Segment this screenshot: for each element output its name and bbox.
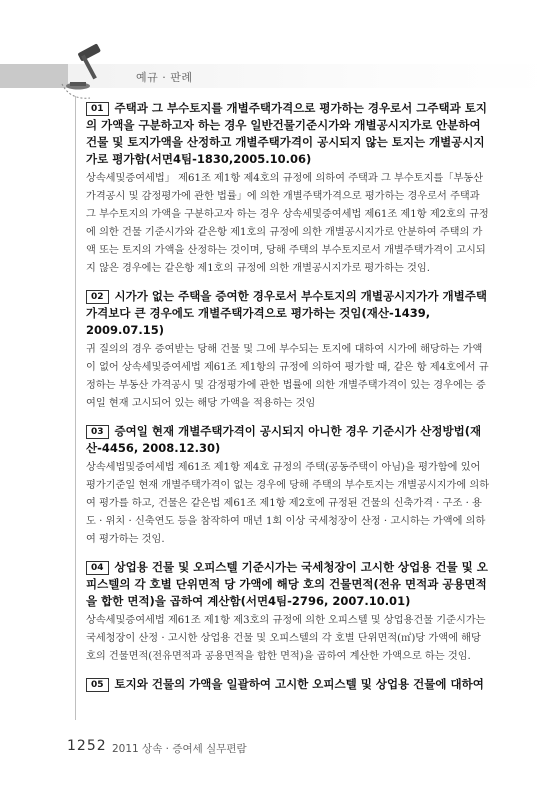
ruling-title — [86, 288, 490, 339]
ruling-entry — [86, 423, 490, 549]
gavel-icon — [56, 40, 116, 100]
ruling-title-text: 토지와 건물의 가액을 일괄하여 고시한 오피스텔 및 상업용 건물에 대하여 — [114, 677, 484, 691]
ruling-title — [86, 559, 490, 610]
ruling-number-badge: 01 — [86, 102, 109, 116]
book-title: 2011 상속 · 증여세 실무편람 — [112, 743, 247, 755]
ruling-title — [86, 423, 490, 457]
ruling-entry — [86, 676, 490, 693]
ruling-title-text: 상업용 건물 및 오피스텔 기준시가는 국세청장이 고시한 상업용 건물 및 오피스텔의 각 호별 단위면적 당 가액에 해당 호의 건물면적(전유 면적과 공용면적을 합한 면적)을 곱하여 계산함(서면4팀-2796, 2007.10.01) — [86, 560, 488, 608]
ruling-body: 상속세법및증여세법 제61조 제1항 제4호 규정의 주택(공동주택이 아님)을 평가함에 있어 평가기준일 현재 개별주택가격이 없는 경우에 당해 주택의 부수토지는 개별공시지가에 의하여 평가를 하고, 건물은 같은법 제61조 제1항 제2호에 규정된 건물의 신축가격 · 구조 · 용도 · 위치 · 신축연도 등을 참작하여 매년 1회 이상 국세청장이 산정 · 고시하는 가액에 의하여 평가하는 것임. — [86, 462, 490, 545]
page-number: 1252 — [67, 738, 107, 754]
ruling-title — [86, 676, 490, 693]
ruling-entry — [86, 288, 490, 413]
ruling-title-text: 주택과 그 부수토지를 개별주택가격으로 평가하는 경우로서 그주택과 토지의 가액을 구분하고자 하는 경우 일반건물기준시가와 개별공시지가로 안분하여 건물 및 토지가액을 산정하고 개별주택가격이 공시되지 않는 토지는 개별공시지가로 평가함(서면4팀-1830,2005.10.06) — [86, 101, 487, 166]
ruling-title-text: 시가가 없는 주택을 증여한 경우로서 부수토지의 개별공시지가가 개별주택가격보다 큰 경우에도 개별주택가격으로 평가하는 것임(재산-1439, 2009.07.15) — [86, 289, 487, 337]
ruling-body: 상속세및증여세법 제61조 제1항 제3호의 규정에 의한 오피스텔 및 상업용건물 기준시가는 국세청장이 산정 · 고시한 상업용 건물 및 오피스텔의 각 호별 단위면적(㎡)당 가액에 해당 호의 건물면적(전유면적과 공용면적을 합한 면적)을 곱하여 계산한 가액으로 하는 것임. — [86, 615, 486, 662]
ruling-number-badge: 04 — [86, 561, 109, 575]
ruling-number-badge: 05 — [86, 678, 109, 692]
ruling-body: 귀 질의의 경우 증여받는 당해 건물 및 그에 부수되는 토지에 대하여 시가에 해당하는 가액이 없어 상속세및증여세법 제61조 제1항의 규정에 의하여 평가할 때, 같은 항 제4호에서 규정하는 부동산 가격공시 및 감정평가에 관한 법률에 의한 개별주택가격이 있는 경우에는 증여일 현재 고시되어 있는 해당 가액을 적용하는 것임 — [86, 344, 489, 409]
ruling-number-badge: 03 — [86, 425, 109, 439]
rulings-list — [86, 100, 490, 703]
ruling-body: 상속세및증여세법」 제61조 제1항 제4호의 규정에 의하여 주택과 그 부수토지를「부동산 가격공시 및 감정평가에 관한 법률」에 의한 개별주택가격으로 평가하는 경우로서 주택과 그 부수토지의 가액을 구분하고자 하는 경우 상속세및증여세법 제61조 제1항 제2호의 규정에 의한 건물 기준시가와 같은항 제1호의 규정에 의한 개별공시지가로 안분하여 주택의 가액 또는 토지의 가액을 산정하는 것이며, 당해 주택의 부수토지로서 개별주택가격이 고시되지 않은 경우에는 같은항 제1호의 규정에 의한 개별공시지가로 평가하는 것임. — [86, 173, 489, 274]
ruling-number-badge: 02 — [86, 290, 109, 304]
margin-rule — [75, 96, 76, 720]
ruling-title-text: 증여일 현재 개별주택가격이 공시되지 아니한 경우 기준시가 산정방법(재산-4456, 2008.12.30) — [86, 424, 482, 455]
ruling-title — [86, 100, 490, 168]
ruling-entry — [86, 559, 490, 666]
ruling-entry — [86, 100, 490, 278]
section-title: 예규 · 판례 — [136, 71, 193, 84]
